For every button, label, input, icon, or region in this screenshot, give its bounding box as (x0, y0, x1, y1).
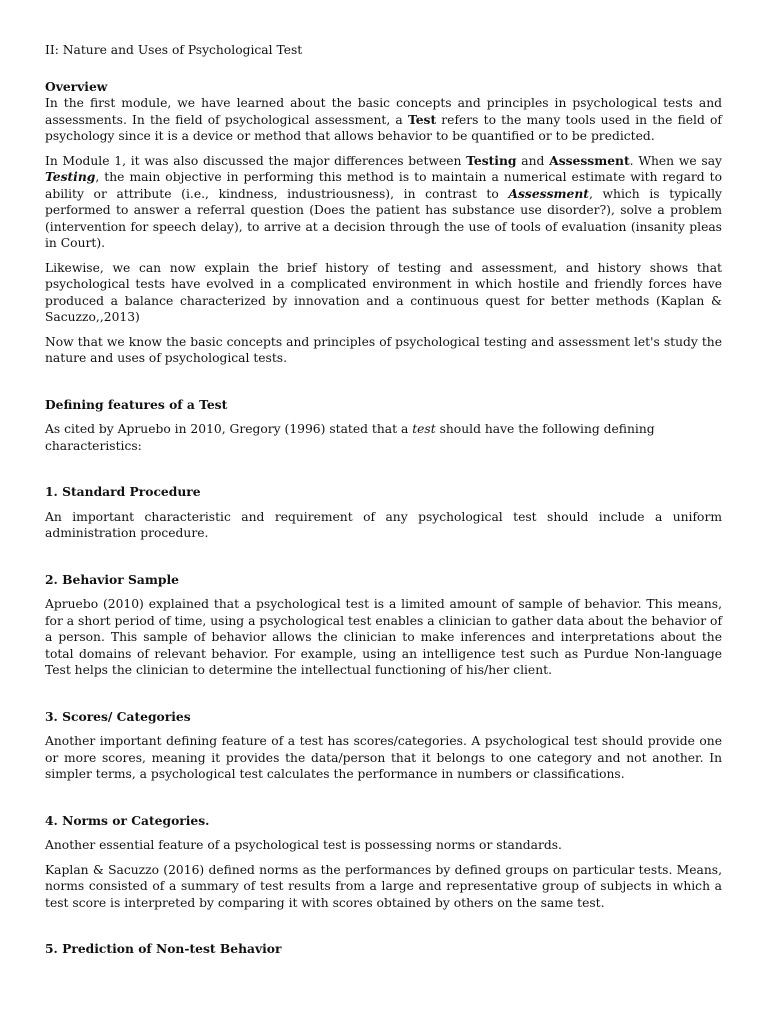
section-4-paragraph-2: Kaplan & Sacuzzo (2016) defined norms as the performances by defined groups on particular tests. Means, norms consisted of a summary of test results from a large and representative group of subjects in which a test score is interpreted by comparing it with scores obtained by others on the same test. (45, 862, 722, 910)
section-2-paragraph: Apruebo (2010) explained that a psychological test is a limited amount of sample of behavior. This means, for a short period of time, using a psychological test enables a clinician to gather data about the behavior of a person. This sample of behavior allows the clinician to make inferences and interpretations about the total domains of relevant behavior. For example, using an intelligence test such as Purdue Non-language Test helps the clinician to determine the intellectual functioning of his/her client. (45, 597, 722, 677)
overview-paragraph-1: In the first module, we have learned about the basic concepts and principles in psychological tests and assessments. In the field of psychological assessment, a Test refers to the many tools used in the field of psychology since it is a device or method that allows behavior to be quantified or to be predicted. (45, 96, 722, 143)
section-3-title: 3. Scores/ Categories (45, 708, 191, 724)
defining-features-intro: As cited by Apruebo in 2010, Gregory (1996) stated that a test should have the following defining characteristics: (45, 422, 655, 453)
overview-paragraph-4: Now that we know the basic concepts and principles of psychological testing and assessment let's study the nature and uses of psychological tests. (45, 334, 722, 365)
section-4-title: 4. Norms or Categories. (45, 812, 210, 828)
overview-title: Overview (45, 78, 108, 94)
overview-paragraph-3: Likewise, we can now explain the brief history of testing and assessment, and history shows that psychological tests have evolved in a complicated environment in which hostile and friendly forces have produced a balance characterized by innovation and a continuous quest for better methods (Kaplan & Sacuzzo,,2013) (45, 260, 722, 324)
section-4-paragraph-1: Another essential feature of a psychological test is possessing norms or standards. (45, 838, 562, 852)
document-content (45, 42, 722, 958)
defining-features-title: Defining features of a Test (45, 396, 228, 412)
overview-paragraph-2: In Module 1, it was also discussed the major differences between Testing and Assessment. When we say Testing, the main objective in performing this method is to maintain a numerical estimate with regard to ability or attribute (i.e., kindness, industriousness), in contrast to Assessment, which is typically performed to answer a referral question (Does the patient has substance use disorder?), solve a problem (intervention for speech delay), to arrive at a decision through the use of tools of evaluation (insanity pleas in Court). (45, 152, 723, 250)
section-5-title: 5. Prediction of Non-test Behavior (45, 941, 282, 956)
section-2-title: 2. Behavior Sample (45, 571, 179, 587)
section-1-title: 1. Standard Procedure (45, 484, 201, 499)
module-heading: II: Nature and Uses of Psychological Test (45, 43, 303, 57)
section-3-paragraph: Another important defining feature of a test has scores/categories. A psychological test should provide one or more scores, meaning it provides the data/person that it belongs to one category and not another. In simpler terms, a psychological test calculates the performance in numbers or classifications. (45, 734, 722, 781)
section-1-paragraph: An important characteristic and requirement of any psychological test should include a uniform administration procedure. (45, 509, 722, 540)
